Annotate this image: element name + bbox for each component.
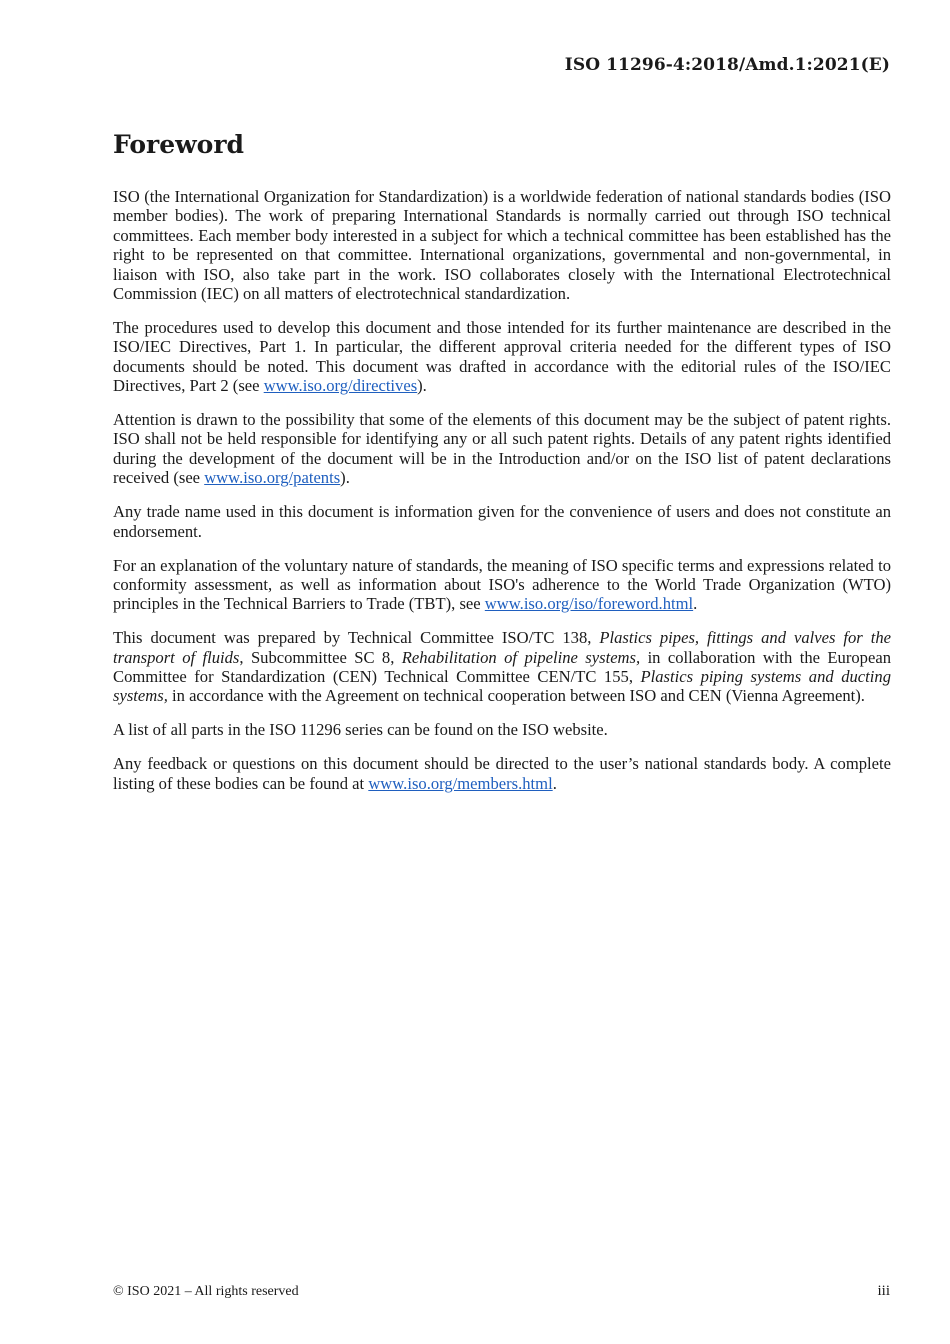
- paragraph-text: ).: [340, 468, 350, 488]
- members-link[interactable]: www.iso.org/members.html: [368, 773, 553, 793]
- document-identifier: ISO 11296-4:2018/Amd.1:2021(E): [564, 55, 890, 75]
- paragraph-text: .: [693, 594, 698, 614]
- copyright-footer: © ISO 2021 – All rights reserved: [113, 1284, 299, 1299]
- paragraph-text: A list of all parts in the ISO 11296 series can be found on the ISO website.: [113, 720, 608, 740]
- paragraph-text: ISO (the International Organization for Standardization) is a worldwide federation of national standards bodies (ISO member bodies). The work of preparing International Standards is normally carried out through ISO technical committees. Each member body interested in a subject for which a technical committee has been established has the right to be represented on that committee. International organizations, governmental and non-governmental, in liaison with ISO, also take part in the work. ISO collaborates closely with the International Electrotechnical Commission (IEC) on all matters of electrotechnical standardization.: [113, 187, 891, 304]
- paragraph-text: Any feedback or questions on this document should be directed to the user’s national standards body. A complete listing of these bodies can be found at: [113, 754, 891, 793]
- page-number: iii: [877, 1283, 890, 1299]
- paragraph-text: Attention is drawn to the possibility that some of the elements of this document may be the subject of patent rights. ISO shall not be held responsible for identifying any or all such patent rights. Details of any patent rights identified during the development of the document will be in the Introduction and/or on the ISO list of patent declarations received (see: [113, 410, 891, 488]
- paragraph-feedback: [113, 754, 891, 793]
- subcommittee-title: Rehabilitation of pipeline systems,: [401, 647, 641, 667]
- cen-committee-title: Plastics piping systems and ducting systems,: [113, 667, 891, 706]
- paragraph-text: For an explanation of the voluntary nature of standards, the meaning of ISO specific terms and expressions related to conformity assessment, as well as information about ISO's adherence to the World Trade Organization (WTO) principles in the Technical Barriers to Trade (TBT), see: [113, 555, 891, 614]
- paragraph-text: ).: [417, 376, 427, 396]
- paragraph-trade-name: [113, 502, 891, 541]
- paragraph-text: Any trade name used in this document is information given for the convenience of users and does not constitute an endorsement.: [113, 502, 891, 541]
- page-title: Foreword: [113, 130, 244, 159]
- paragraph-text: The procedures used to develop this document and those intended for its further maintenance are described in the ISO/IEC Directives, Part 1. In particular, the different approval criteria needed for the different types of ISO documents should be noted. This document was drafted in accordance with the editorial rules of the ISO/IEC Directives, Part 2 (see: [113, 317, 891, 396]
- paragraph-text: .: [552, 773, 557, 793]
- directives-link[interactable]: www.iso.org/directives: [263, 376, 418, 396]
- foreword-link[interactable]: www.iso.org/iso/foreword.html: [484, 594, 694, 614]
- paragraph-text: This document was prepared by Technical Committee ISO/TC 138,: [113, 628, 600, 648]
- committee-title: Plastics pipes, fittings and valves for the transport of fluids: [113, 628, 891, 667]
- paragraph-iso-intro: [113, 187, 891, 303]
- paragraph-voluntary-nature: [113, 556, 891, 614]
- paragraph-text: in accordance with the Agreement on technical cooperation between ISO and CEN (Vienna Agreement).: [167, 686, 865, 706]
- paragraph-committee: [113, 628, 891, 706]
- paragraph-text: , Subcommittee SC 8,: [239, 647, 402, 667]
- paragraph-text: in collaboration with the European Committee for Standardization (CEN) Technical Committee CEN/TC 155,: [113, 647, 891, 687]
- foreword-body: [113, 187, 891, 808]
- patents-link[interactable]: www.iso.org/patents: [204, 468, 341, 488]
- paragraph-patents: [113, 410, 891, 488]
- paragraph-procedures: [113, 318, 891, 396]
- paragraph-series-list: [113, 720, 891, 739]
